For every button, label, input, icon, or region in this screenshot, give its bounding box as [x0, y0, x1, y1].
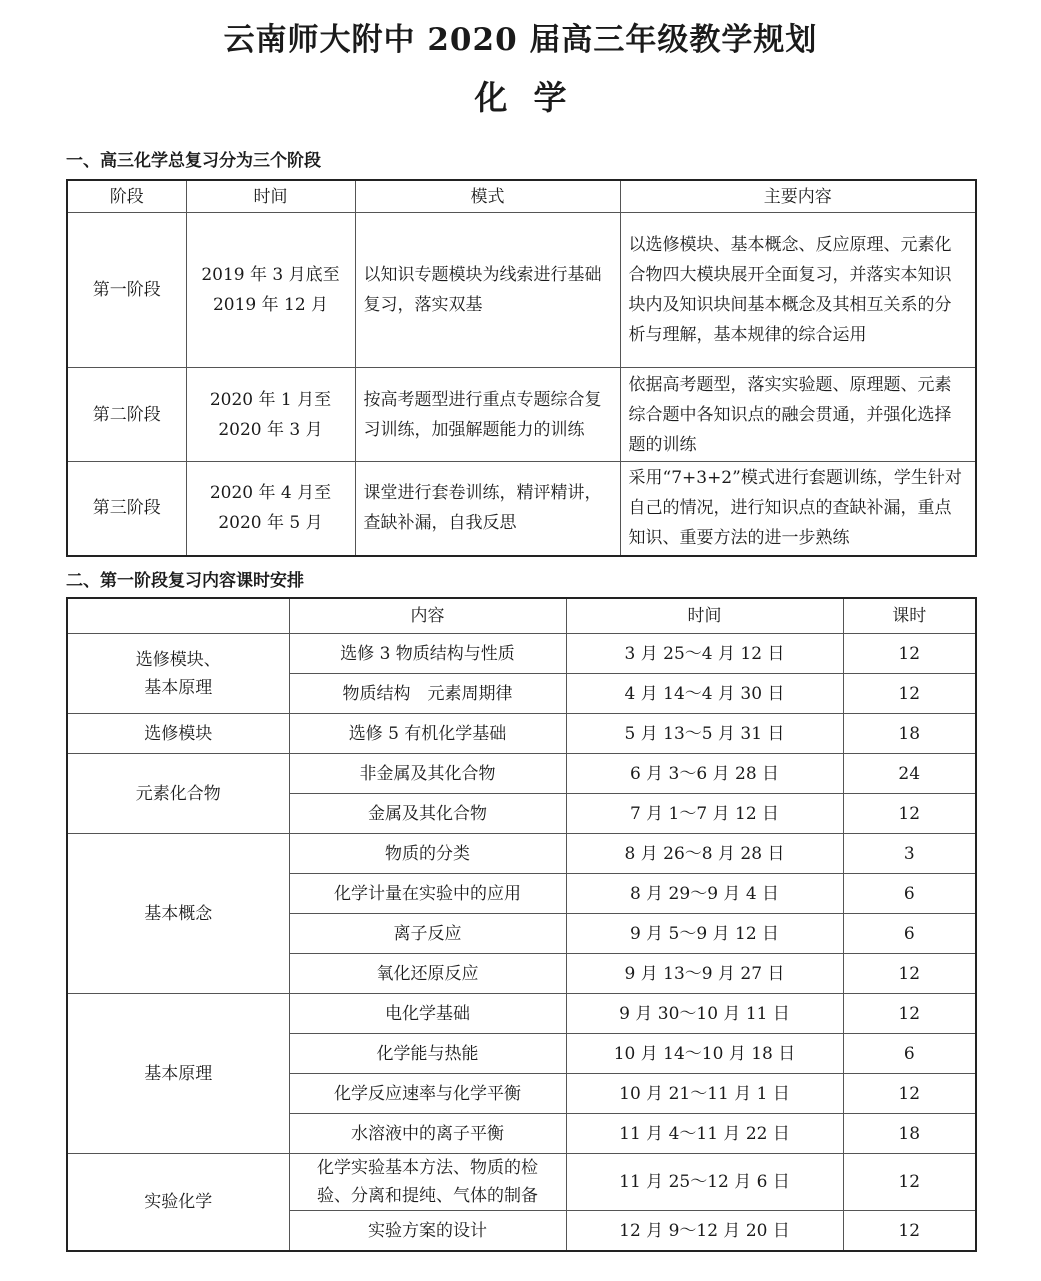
content-cell: 化学实验基本方法、物质的检 验、分离和提纯、气体的制备: [289, 1154, 566, 1211]
group-cell: 实验化学: [67, 1154, 289, 1252]
time-cell: 2020 年 1 月至 2020 年 3 月: [186, 368, 355, 462]
column-header: 主要内容: [620, 180, 976, 213]
content-cell: 水溶液中的离子平衡: [289, 1114, 566, 1154]
time-cell: 7 月 1～7 月 12 日: [566, 794, 843, 834]
hours-cell: 6: [843, 914, 976, 954]
group-cell: 选修模块: [67, 714, 289, 754]
table-row: [67, 994, 976, 1034]
time-cell: 2019 年 3 月底至 2019 年 12 月: [186, 213, 355, 368]
content-cell: 实验方案的设计: [289, 1211, 566, 1252]
hours-cell: 6: [843, 1034, 976, 1074]
content-cell: 采用“7+3+2”模式进行套题训练，学生针对自己的情况，进行知识点的查缺补漏，重点知识、重要方法的进一步熟练: [620, 462, 976, 556]
table-row: [67, 462, 976, 556]
content-cell: 化学计量在实验中的应用: [289, 874, 566, 914]
group-cell: 元素化合物: [67, 754, 289, 834]
hours-cell: 12: [843, 1211, 976, 1252]
content-cell: 离子反应: [289, 914, 566, 954]
content-cell: 物质的分类: [289, 834, 566, 874]
hours-cell: 12: [843, 794, 976, 834]
stage-cell: 第一阶段: [67, 213, 186, 368]
table-row: [67, 714, 976, 754]
time-cell: 6 月 3～6 月 28 日: [566, 754, 843, 794]
mode-cell: 按高考题型进行重点专题综合复习训练，加强解题能力的训练: [355, 368, 620, 462]
time-cell: 2020 年 4 月至 2020 年 5 月: [186, 462, 355, 556]
column-header: 阶段: [67, 180, 186, 213]
hours-cell: 24: [843, 754, 976, 794]
content-cell: 依据高考题型，落实实验题、原理题、元素综合题中各知识点的融会贯通，并强化选择题的训练: [620, 368, 976, 462]
time-cell: 8 月 26～8 月 28 日: [566, 834, 843, 874]
column-header: 课时: [843, 598, 976, 634]
section-1-heading: 一、高三化学总复习分为三个阶段: [66, 151, 321, 171]
column-header: [67, 598, 289, 634]
group-cell: 选修模块、 基本原理: [67, 634, 289, 714]
schedule-table: [66, 597, 977, 1252]
content-cell: 金属及其化合物: [289, 794, 566, 834]
document-title: 云南师大附中 2020 届高三年级教学规划: [223, 22, 818, 58]
stage-cell: 第二阶段: [67, 368, 186, 462]
hours-cell: 12: [843, 634, 976, 674]
time-cell: 12 月 9～12 月 20 日: [566, 1211, 843, 1252]
content-cell: 选修 5 有机化学基础: [289, 714, 566, 754]
time-cell: 3 月 25～4 月 12 日: [566, 634, 843, 674]
hours-cell: 12: [843, 954, 976, 994]
content-cell: 化学反应速率与化学平衡: [289, 1074, 566, 1114]
stage-cell: 第三阶段: [67, 462, 186, 556]
table-row: [67, 368, 976, 462]
table-row: [67, 834, 976, 874]
mode-cell: 课堂进行套卷训练，精评精讲，查缺补漏，自我反思: [355, 462, 620, 556]
column-header: 内容: [289, 598, 566, 634]
hours-cell: 12: [843, 674, 976, 714]
time-cell: 11 月 4～11 月 22 日: [566, 1114, 843, 1154]
hours-cell: 18: [843, 714, 976, 754]
time-cell: 4 月 14～4 月 30 日: [566, 674, 843, 714]
time-cell: 9 月 5～9 月 12 日: [566, 914, 843, 954]
time-cell: 8 月 29～9 月 4 日: [566, 874, 843, 914]
hours-cell: 3: [843, 834, 976, 874]
column-header: 时间: [186, 180, 355, 213]
time-cell: 9 月 30～10 月 11 日: [566, 994, 843, 1034]
hours-cell: 12: [843, 1074, 976, 1114]
content-cell: 物质结构 元素周期律: [289, 674, 566, 714]
content-cell: 电化学基础: [289, 994, 566, 1034]
column-header: 模式: [355, 180, 620, 213]
subject-title: 化学: [474, 78, 593, 117]
time-cell: 10 月 14～10 月 18 日: [566, 1034, 843, 1074]
table-row: [67, 754, 976, 794]
time-cell: 5 月 13～5 月 31 日: [566, 714, 843, 754]
time-cell: 10 月 21～11 月 1 日: [566, 1074, 843, 1114]
table-row: [67, 1154, 976, 1211]
time-cell: 9 月 13～9 月 27 日: [566, 954, 843, 994]
section-2-heading: 二、第一阶段复习内容课时安排: [66, 571, 304, 591]
group-cell: 基本概念: [67, 834, 289, 994]
content-cell: 以选修模块、基本概念、反应原理、元素化合物四大模块展开全面复习，并落实本知识块内及知识块间基本概念及其相互关系的分析与理解，基本规律的综合运用: [620, 213, 976, 368]
table-row: [67, 213, 976, 368]
hours-cell: 12: [843, 994, 976, 1034]
hours-cell: 12: [843, 1154, 976, 1211]
table-header-row: [67, 598, 976, 634]
hours-cell: 6: [843, 874, 976, 914]
hours-cell: 18: [843, 1114, 976, 1154]
mode-cell: 以知识专题模块为线索进行基础复习，落实双基: [355, 213, 620, 368]
content-cell: 选修 3 物质结构与性质: [289, 634, 566, 674]
content-cell: 氧化还原反应: [289, 954, 566, 994]
content-cell: 化学能与热能: [289, 1034, 566, 1074]
stage-overview-table: [66, 179, 977, 557]
table-header-row: [67, 180, 976, 213]
group-cell: 基本原理: [67, 994, 289, 1154]
content-cell: 非金属及其化合物: [289, 754, 566, 794]
time-cell: 11 月 25～12 月 6 日: [566, 1154, 843, 1211]
column-header: 时间: [566, 598, 843, 634]
table-row: [67, 634, 976, 674]
